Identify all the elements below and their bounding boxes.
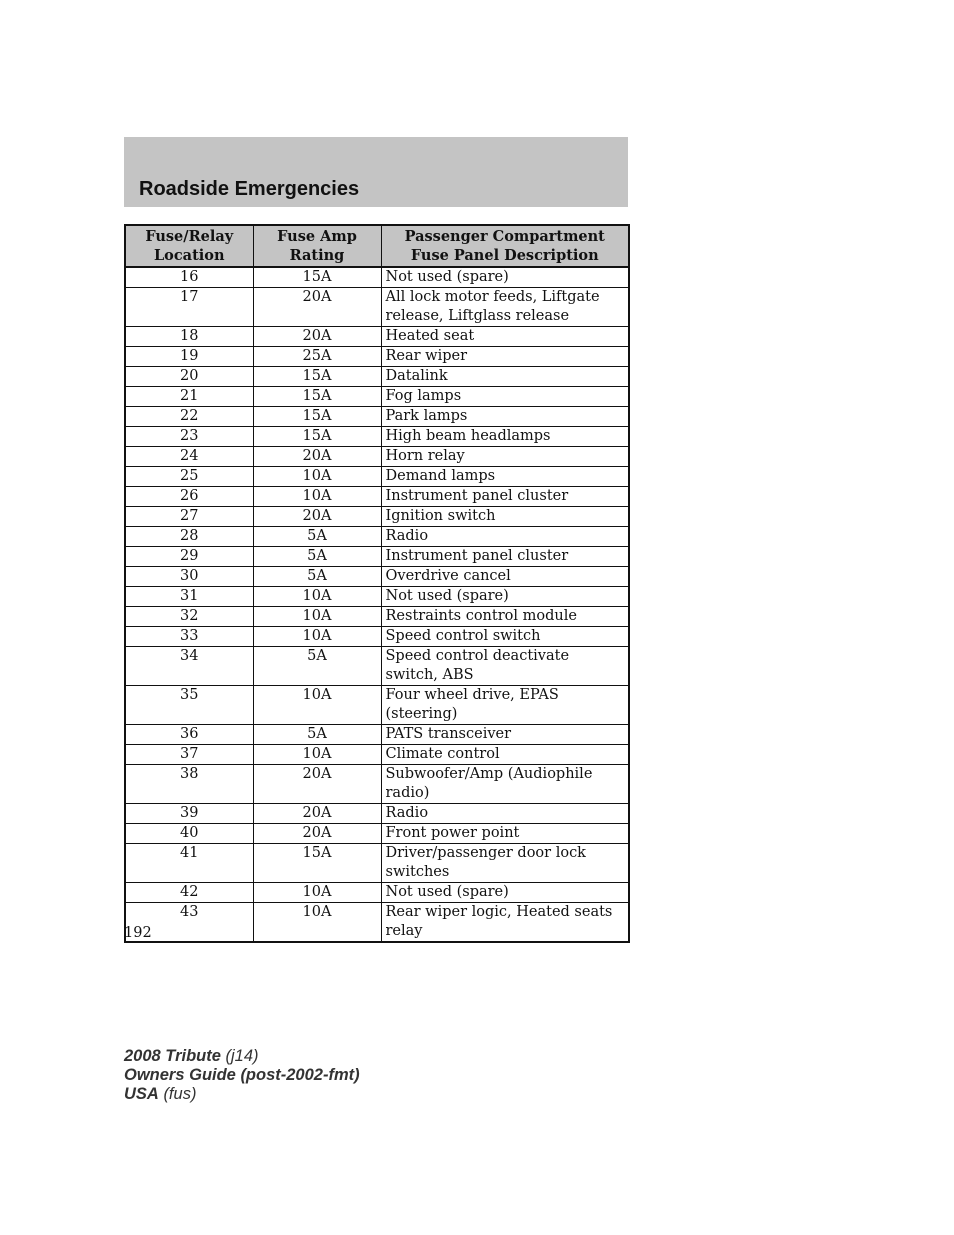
cell-description: Datalink: [381, 367, 629, 387]
table-header-row: [125, 225, 629, 267]
cell-location: 35: [125, 686, 253, 725]
table-row: [125, 567, 629, 587]
cell-rating: 5A: [253, 567, 381, 587]
cell-description: Rear wiper: [381, 347, 629, 367]
cell-rating: 5A: [253, 647, 381, 686]
footer-line-1: [124, 1047, 360, 1066]
cell-location: 16: [125, 267, 253, 288]
cell-location: 26: [125, 487, 253, 507]
document-footer: [124, 1047, 360, 1104]
cell-description: Front power point: [381, 824, 629, 844]
cell-description: Heated seat: [381, 327, 629, 347]
cell-rating: 20A: [253, 507, 381, 527]
table-row: [125, 824, 629, 844]
cell-location: 21: [125, 387, 253, 407]
cell-rating: 10A: [253, 903, 381, 943]
cell-rating: 20A: [253, 447, 381, 467]
page-number: 192: [124, 925, 152, 941]
cell-description: Restraints control module: [381, 607, 629, 627]
cell-location: 42: [125, 883, 253, 903]
cell-rating: 20A: [253, 804, 381, 824]
cell-description: Ignition switch: [381, 507, 629, 527]
cell-description: Speed control deactivate switch, ABS: [381, 647, 629, 686]
cell-location: 18: [125, 327, 253, 347]
cell-location: 20: [125, 367, 253, 387]
cell-location: 33: [125, 627, 253, 647]
table-row: [125, 883, 629, 903]
cell-location: 30: [125, 567, 253, 587]
cell-location: 40: [125, 824, 253, 844]
cell-rating: 15A: [253, 427, 381, 447]
footer-model-code: (j14): [225, 1047, 259, 1065]
table-row: [125, 745, 629, 765]
cell-description: Not used (spare): [381, 267, 629, 288]
cell-description: Not used (spare): [381, 883, 629, 903]
cell-description: Rear wiper logic, Heated seats relay: [381, 903, 629, 943]
cell-rating: 20A: [253, 824, 381, 844]
cell-rating: 10A: [253, 607, 381, 627]
cell-location: 24: [125, 447, 253, 467]
cell-location: 17: [125, 288, 253, 327]
cell-rating: 25A: [253, 347, 381, 367]
footer-model: 2008 Tribute: [124, 1047, 221, 1065]
cell-location: 19: [125, 347, 253, 367]
cell-rating: 15A: [253, 387, 381, 407]
cell-rating: 10A: [253, 627, 381, 647]
cell-location: 31: [125, 587, 253, 607]
footer-market-code: (fus): [163, 1085, 197, 1103]
table-row: [125, 765, 629, 804]
table-row: [125, 327, 629, 347]
cell-location: 23: [125, 427, 253, 447]
cell-description: Radio: [381, 527, 629, 547]
cell-location: 38: [125, 765, 253, 804]
cell-location: 22: [125, 407, 253, 427]
table-row: [125, 367, 629, 387]
table-row: [125, 487, 629, 507]
table-row: [125, 607, 629, 627]
cell-description: All lock motor feeds, Liftgate release, Liftglass release: [381, 288, 629, 327]
cell-rating: 20A: [253, 765, 381, 804]
cell-location: 27: [125, 507, 253, 527]
table-row: [125, 547, 629, 567]
cell-location: 32: [125, 607, 253, 627]
cell-location: 37: [125, 745, 253, 765]
fuse-table: [124, 224, 630, 943]
footer-line-2: [124, 1066, 360, 1085]
cell-rating: 20A: [253, 327, 381, 347]
cell-location: 34: [125, 647, 253, 686]
table-row: [125, 627, 629, 647]
cell-description: Speed control switch: [381, 627, 629, 647]
cell-location: 25: [125, 467, 253, 487]
table-row: [125, 804, 629, 824]
table-row: [125, 725, 629, 745]
footer-guide: Owners Guide (post-2002-fmt): [124, 1066, 360, 1084]
cell-rating: 10A: [253, 686, 381, 725]
cell-rating: 20A: [253, 288, 381, 327]
cell-rating: 10A: [253, 467, 381, 487]
table-row: [125, 587, 629, 607]
cell-rating: 5A: [253, 527, 381, 547]
table-row: [125, 288, 629, 327]
header-fuse-relay-location: Fuse/Relay Location: [125, 225, 253, 267]
cell-description: Horn relay: [381, 447, 629, 467]
table-row: [125, 387, 629, 407]
cell-description: Fog lamps: [381, 387, 629, 407]
table-row: [125, 447, 629, 467]
table-row: [125, 267, 629, 288]
cell-description: High beam headlamps: [381, 427, 629, 447]
cell-description: Subwoofer/Amp (Audiophile radio): [381, 765, 629, 804]
table-row: [125, 507, 629, 527]
cell-rating: 15A: [253, 267, 381, 288]
cell-description: Demand lamps: [381, 467, 629, 487]
cell-rating: 10A: [253, 587, 381, 607]
header-description: Passenger Compartment Fuse Panel Description: [381, 225, 629, 267]
cell-location: 28: [125, 527, 253, 547]
cell-rating: 15A: [253, 367, 381, 387]
cell-description: Radio: [381, 804, 629, 824]
table-row: [125, 527, 629, 547]
table-row: [125, 686, 629, 725]
table-row: [125, 407, 629, 427]
cell-location: 41: [125, 844, 253, 883]
cell-description: Overdrive cancel: [381, 567, 629, 587]
footer-market: USA: [124, 1085, 159, 1103]
cell-description: Climate control: [381, 745, 629, 765]
cell-rating: 15A: [253, 844, 381, 883]
cell-location: 36: [125, 725, 253, 745]
table-row: [125, 844, 629, 883]
cell-description: Park lamps: [381, 407, 629, 427]
cell-rating: 5A: [253, 725, 381, 745]
cell-rating: 15A: [253, 407, 381, 427]
cell-description: Driver/passenger door lock switches: [381, 844, 629, 883]
cell-description: Four wheel drive, EPAS (steering): [381, 686, 629, 725]
cell-location: 29: [125, 547, 253, 567]
table-row: [125, 467, 629, 487]
table-body: [125, 267, 629, 942]
cell-description: Not used (spare): [381, 587, 629, 607]
table-row: [125, 903, 629, 943]
cell-location: 43: [125, 903, 253, 943]
table-row: [125, 427, 629, 447]
cell-rating: 5A: [253, 547, 381, 567]
footer-line-3: [124, 1085, 360, 1104]
cell-description: PATS transceiver: [381, 725, 629, 745]
cell-description: Instrument panel cluster: [381, 547, 629, 567]
cell-rating: 10A: [253, 745, 381, 765]
header-fuse-amp-rating: Fuse Amp Rating: [253, 225, 381, 267]
table-row: [125, 647, 629, 686]
section-header-band: [124, 137, 628, 207]
section-title: Roadside Emergencies: [139, 178, 360, 200]
cell-rating: 10A: [253, 487, 381, 507]
table-row: [125, 347, 629, 367]
cell-location: 39: [125, 804, 253, 824]
cell-description: Instrument panel cluster: [381, 487, 629, 507]
cell-rating: 10A: [253, 883, 381, 903]
